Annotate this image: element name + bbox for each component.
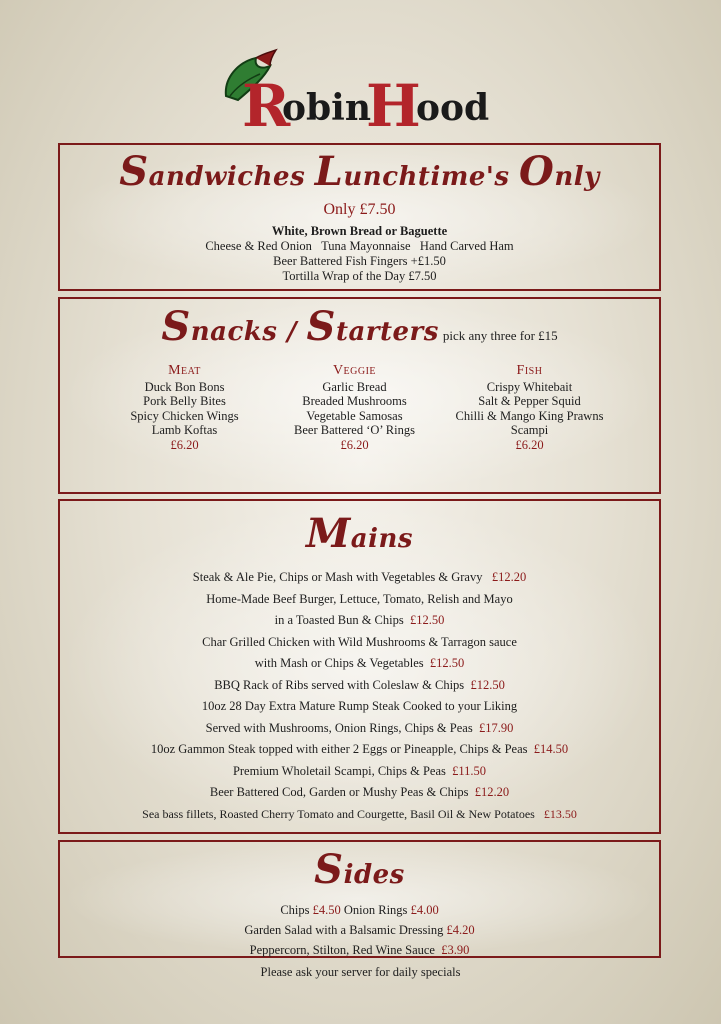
snacks-note: pick any three for £15 xyxy=(442,328,558,343)
list-item: Chilli & Mango King Prawns xyxy=(455,408,604,423)
mains-section xyxy=(58,499,661,834)
logo-graphic xyxy=(216,48,506,136)
menu-line: Sea bass fillets, Roasted Cherry Tomato and Courgette, Basil Oil & New Potatoes £13.50 xyxy=(142,806,577,821)
sandwiches-price: Only £7.50 xyxy=(323,201,396,218)
list-item: Lamb Koftas xyxy=(151,423,218,438)
menu-line: Premium Wholetail Scampi, Chips & Peas £11.50 xyxy=(232,763,487,778)
list-item: Scampi xyxy=(510,423,549,438)
snacks-title: Snacks / Starters xyxy=(161,303,439,350)
sides-line: Garden Salad with a Balsamic Dressing £4.20 xyxy=(244,923,475,937)
list-item: Vegetable Samosas xyxy=(306,408,403,423)
sandwiches-title: Sandwiches Lunchtime's Only xyxy=(119,148,600,195)
footer-note: Please ask your server for daily specials xyxy=(260,965,461,979)
column-price: £6.20 xyxy=(170,437,199,452)
snacks-column-fish xyxy=(440,364,620,453)
list-item: Pork Belly Bites xyxy=(143,394,226,409)
column-head: Meat xyxy=(168,363,201,378)
mains-title: Mains xyxy=(305,510,414,557)
menu-line: with Mash or Chips & Vegetables £12.50 xyxy=(254,656,465,670)
menu-line: BBQ Rack of Ribs served with Coleslaw & Chips £12.50 xyxy=(214,677,505,692)
column-price: £6.20 xyxy=(515,437,544,452)
logo xyxy=(0,48,721,138)
menu-line: Beer Battered Cod, Garden or Mushy Peas & Chips £12.20 xyxy=(209,785,510,799)
list-item: Duck Bon Bons xyxy=(144,379,225,394)
sandwiches-subtitle: White, Brown Bread or Baguette xyxy=(271,224,448,238)
menu-line: 10oz 28 Day Extra Mature Rump Steak Cooked to your Liking xyxy=(201,699,518,713)
menu-line: Home-Made Beef Burger, Lettuce, Tomato, Relish and Mayo xyxy=(206,591,513,606)
snacks-column-veggie xyxy=(270,364,440,453)
logo-ood: ood xyxy=(415,87,489,129)
sides-line: Peppercorn, Stilton, Red Wine Sauce £3.90 xyxy=(249,943,470,957)
menu-line: Steak & Ale Pie, Chips or Mash with Vegetables & Gravy £12.20 xyxy=(192,570,527,584)
list-item: Breaded Mushrooms xyxy=(302,394,407,409)
snacks-title-row xyxy=(60,305,659,358)
sandwiches-line: Cheese & Red Onion Tuna Mayonnaise Hand Carved Ham xyxy=(205,239,514,253)
menu-line: Char Grilled Chicken with Wild Mushrooms & Tarragon sauce xyxy=(202,634,517,649)
sandwiches-section xyxy=(58,143,661,291)
menu-line: in a Toasted Bun & Chips £12.50 xyxy=(274,613,445,627)
list-item: Garlic Bread xyxy=(322,379,387,394)
sandwiches-line: Tortilla Wrap of the Day £7.50 xyxy=(282,269,437,283)
snacks-columns xyxy=(60,364,659,453)
logo-obin: obin xyxy=(281,87,371,129)
column-price: £6.20 xyxy=(340,437,369,452)
column-head: Veggie xyxy=(332,363,377,378)
menu-line: 10oz Gammon Steak topped with either 2 Eggs or Pineapple, Chips & Peas £14.50 xyxy=(150,742,569,756)
logo-h: H xyxy=(365,72,421,136)
mains-list xyxy=(60,567,659,825)
menu-line: Served with Mushrooms, Onion Rings, Chips & Peas £17.90 xyxy=(205,720,514,735)
sandwiches-line: Beer Battered Fish Fingers +£1.50 xyxy=(273,254,446,268)
list-item: Spicy Chicken Wings xyxy=(130,408,239,423)
list-item: Beer Battered ‘O’ Rings xyxy=(294,423,415,438)
logo-r: R xyxy=(241,72,290,136)
snacks-section xyxy=(58,297,661,494)
sides-line: Chips £4.50 Onion Rings £4.00 xyxy=(280,903,439,917)
sides-section xyxy=(58,840,661,958)
list-item: Salt & Pepper Squid xyxy=(478,394,581,409)
column-head: Fish xyxy=(516,363,543,378)
sides-title: Sides xyxy=(314,846,405,893)
snacks-column-meat xyxy=(100,364,270,453)
list-item: Crispy Whitebait xyxy=(486,379,573,394)
